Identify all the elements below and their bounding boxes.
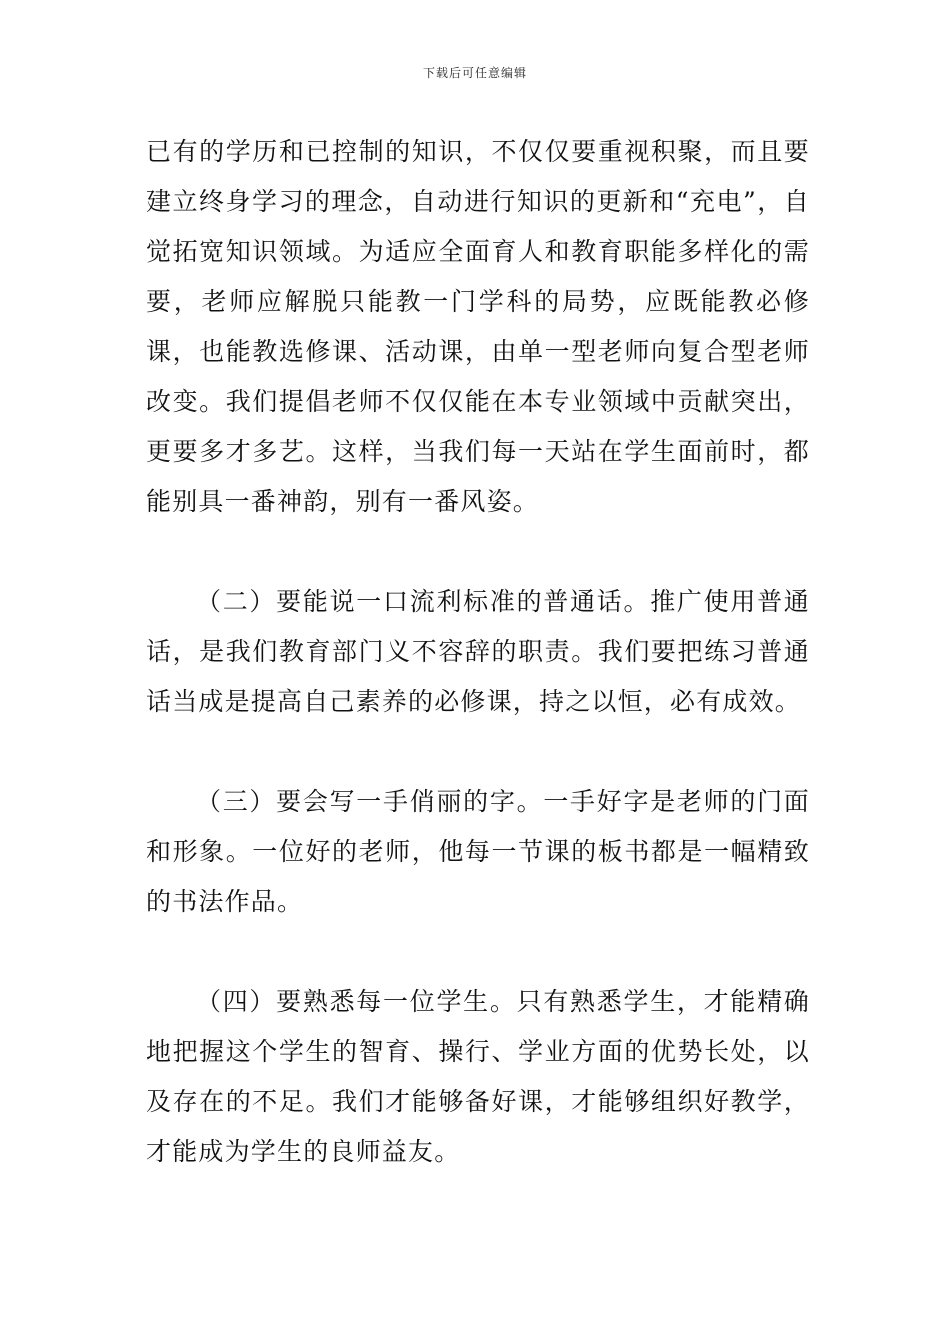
paragraph-gap bbox=[146, 727, 810, 777]
document-body bbox=[146, 127, 810, 1177]
page-header: 下载后可任意编辑 bbox=[422, 66, 527, 80]
paragraph-section-2: （二）要能说一口流利标准的普通话。推广使用普通话，是我们教育部门义不容辞的职责。我们要把练习普通话当成是提高自己素养的必修课，持之以恒，必有成效。 bbox=[146, 587, 810, 716]
paragraph-gap bbox=[146, 927, 810, 977]
paragraph-gap bbox=[146, 527, 810, 577]
paragraph-continuation: 已有的学历和已控制的知识，不仅仅要重视积聚，而且要建立终身学习的理念，自动进行知识的更新和“充电”，自觉拓宽知识领域。为适应全面育人和教育职能多样化的需要，老师应解脱只能教一门学科的局势，应既能教必修课，也能教选修课、活动课，由单一型老师向复合型老师改变。我们提倡老师不仅仅能在本专业领域中贡献突出，更要多才多艺。这样，当我们每一天站在学生面前时，都能别具一番神韵，别有一番风姿。 bbox=[146, 137, 810, 516]
paragraph-section-3: （三）要会写一手俏丽的字。一手好字是老师的门面和形象。一位好的老师，他每一节课的板书都是一幅精致的书法作品。 bbox=[146, 787, 810, 916]
paragraph-section-4: （四）要熟悉每一位学生。只有熟悉学生，才能精确地把握这个学生的智育、操行、学业方面的优势长处，以及存在的不足。我们才能够备好课，才能够组织好教学，才能成为学生的良师益友。 bbox=[146, 987, 810, 1166]
